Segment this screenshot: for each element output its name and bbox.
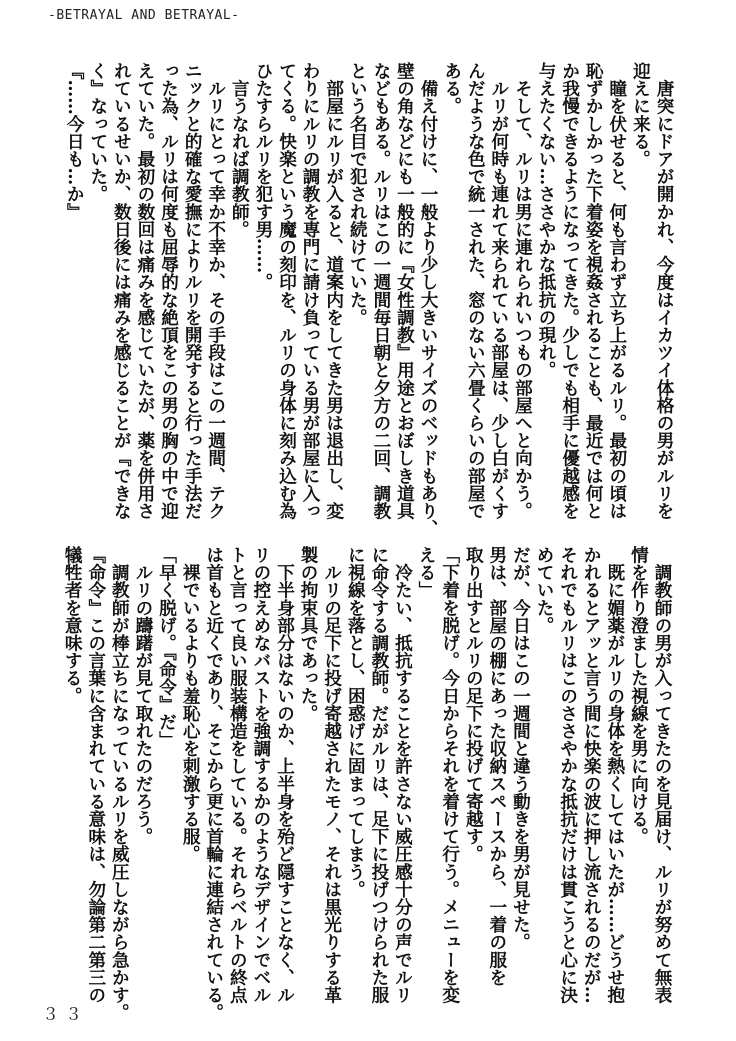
text-column: ある。 xyxy=(441,62,463,115)
text-column: トと言って良い服装構造をしている。それらベルトの終点 xyxy=(227,546,249,1004)
running-header: -BETRAYAL AND BETRAYAL- xyxy=(48,8,240,23)
text-column: 備え付けに、一般より少し大きいサイズのベッドもあり、 xyxy=(418,62,440,538)
text-column: 製の拘束具であった。 xyxy=(298,546,320,722)
text-column: わりにルリの調教を専門に請け負っている男が部屋に入っ xyxy=(300,62,322,520)
text-column: 唐突にドアが開かれ、今度はイカツイ体格の男がルリを xyxy=(654,62,675,520)
text-column: は首もと近くであり、そこから更に首輪に連結されている。 xyxy=(203,546,225,1022)
text-column: 既に媚薬がルリの身体を熱くしてはいたが……どうせ抱 xyxy=(604,546,626,1004)
text-column: ひたすらルリを犯す男……。 xyxy=(252,62,274,291)
text-block-top xyxy=(63,62,676,538)
text-column: ルリの躊躇が見て取れたのだろう。 xyxy=(132,546,154,846)
text-column: 迎えに来る。 xyxy=(630,62,652,168)
text-column: く』なっていた。 xyxy=(87,62,109,203)
text-column: 「下着を脱げ。今日からそれを着けて行う。メニューを変 xyxy=(439,546,461,1004)
text-block-bottom xyxy=(61,546,674,1022)
text-column: に視線を落とし、困惑げに固まってしまう。 xyxy=(345,546,367,898)
text-column: そして、ルリは男に連れられいつもの部屋へと向かう。 xyxy=(512,62,534,520)
text-column: 瞳を伏せると、何も言わず立ち上がるルリ。最初の頃は xyxy=(606,62,628,520)
text-column: それでもルリはこのささやかな抵抗だけは貫こうと心に決 xyxy=(557,546,579,1004)
text-column: 部屋にルリが入ると、道案内をしてきた男は退出し、変 xyxy=(323,62,345,520)
text-column: てくる。快楽という魔の刻印を、ルリの身体に刻み込む為 xyxy=(276,62,298,520)
text-column: れているせいか、数日後には痛みを感じることが『できな xyxy=(111,62,133,520)
text-column: 『命令』この言葉に含まれている意味は、勿論第二第三の xyxy=(85,546,107,1004)
text-column: という名目で犯され続けていた。 xyxy=(347,62,369,326)
text-column: 調教師の男が入ってきたのを見届け、ルリが努めて無表 xyxy=(652,546,673,1004)
text-column: 犠牲者を意味する。 xyxy=(62,546,84,705)
text-column: えていた。最初の数回は痛みを感じていたが、薬を併用さ xyxy=(134,62,156,520)
text-column: 冷たい、抵抗することを許さない威圧感十分の声でルリ xyxy=(392,546,414,1004)
text-column: 下半身部分はないのか、上半身を殆ど隠すことなく、ル xyxy=(274,546,296,1004)
text-column: った為、ルリは何度も屈辱的な絶頂をこの男の胸の中で迎 xyxy=(158,62,180,520)
text-column: ニックと的確な愛撫によりルリを開発すると行った手法だ xyxy=(182,62,204,520)
page-number: ３３ xyxy=(42,1005,88,1025)
text-column: 裸でいるよりも羞恥心を刺激する服。 xyxy=(180,546,202,863)
text-column: ルリにとって幸か不幸か、その手段はこの一週間、テク xyxy=(205,62,227,520)
text-column: ルリが何時も連れて来られている部屋は、少し白がくす xyxy=(488,62,510,520)
text-column: か我慢できるようになってきた。少しでも相手に優越感を xyxy=(559,62,581,520)
text-column: などもある。ルリはこの一週間毎日朝と夕方の二回、調教 xyxy=(370,62,392,520)
text-column: 言うなれば調教師。 xyxy=(229,62,251,238)
text-column: 恥ずかしかった下着姿を視姦されることも、最近では何と xyxy=(583,62,605,520)
text-column: リの控えめなバストを強調するかのようなデザインでベル xyxy=(250,546,272,1004)
text-column: 『……今日も…か』 xyxy=(64,62,86,221)
text-column: かれるとアッと言う間に快楽の波に押し流されるのだが… xyxy=(581,546,603,1004)
text-column: 男は、部屋の棚にあった収納スペースから、一着の服を xyxy=(486,546,508,986)
text-column: 「早く脱げ。『命令』だ」 xyxy=(156,546,178,749)
text-column: ルリの足下に投げ寄越されたモノ、それは黒光りする革 xyxy=(321,546,343,1004)
text-column: 与えたくない…ささやかな抵抗の現れ。 xyxy=(536,62,558,379)
text-column: 取り出すとルリの足下に投げて寄越す。 xyxy=(463,546,485,863)
text-column: めていた。 xyxy=(534,546,556,634)
text-column: に命令する調教師。だがルリは、足下に投げつけられた服 xyxy=(368,546,390,1004)
text-column: 情を作り澄ました視線を男に向ける。 xyxy=(628,546,650,846)
text-column: んだような色で統一された、窓のない六畳くらいの部屋で xyxy=(465,62,487,520)
text-column: 壁の角などにも一般的に『女性調教』用途とおぼしき道具 xyxy=(394,62,416,520)
text-column: だが、今日はこの一週間と違う動きを男が見せた。 xyxy=(510,546,532,951)
text-column: 調教師が棒立ちになっているルリを威圧しながら急かす。 xyxy=(109,546,131,1022)
text-column: える」 xyxy=(416,546,438,599)
